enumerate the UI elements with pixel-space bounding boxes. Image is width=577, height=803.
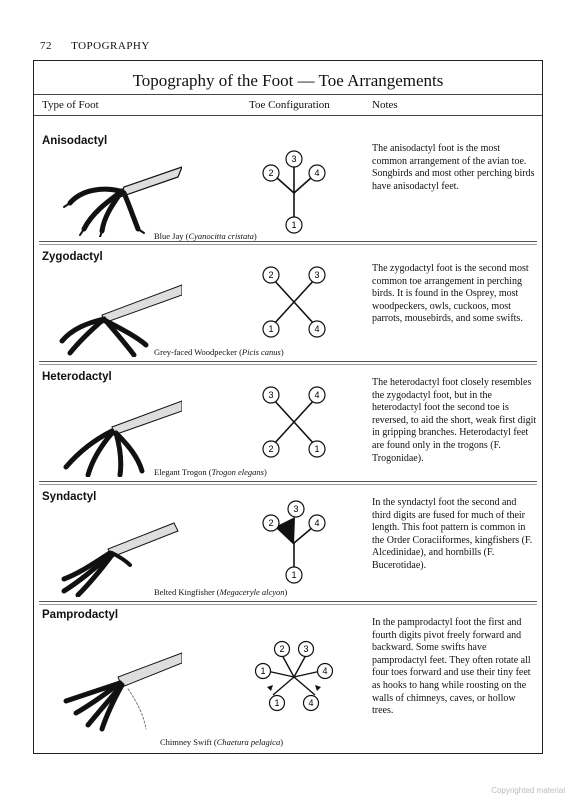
caption-latin-name: Cyanocitta cristata bbox=[188, 231, 254, 241]
foot-row-syndactyl bbox=[34, 483, 542, 599]
column-header-notes: Notes bbox=[372, 99, 398, 111]
toe-label-1: 1 bbox=[291, 220, 297, 230]
toe-label-2: 2 bbox=[268, 518, 274, 528]
foot-notes: The heterodactyl foot closely resembles the zygodactyl foot, but in the heterodactyl foot the second toe is reversed, to aid the short, weak first digit in gripping branches. Heterodactyl feet are found only in the trogons (F. Trogonidae). bbox=[372, 377, 537, 464]
caption-common-name: Belted Kingfisher bbox=[154, 587, 215, 597]
toe-label-3: 3 bbox=[314, 270, 320, 280]
foot-type-name: Zygodactyl bbox=[42, 251, 103, 263]
row-divider bbox=[39, 241, 537, 242]
foot-row-pamprodactyl bbox=[34, 603, 542, 753]
foot-row-anisodactyl bbox=[34, 123, 542, 241]
toe-label-3: 3 bbox=[293, 504, 299, 514]
foot-type-name: Pamprodactyl bbox=[42, 609, 119, 621]
toe-label-3: 3 bbox=[303, 644, 309, 654]
toe-label-2: 2 bbox=[279, 644, 285, 654]
species-caption: Chimney Swift (Chaetura pelagica) bbox=[160, 737, 284, 747]
foot-type-name: Heterodactyl bbox=[42, 371, 112, 383]
toe-label-4: 4 bbox=[314, 324, 320, 334]
foot-illustration bbox=[42, 147, 182, 237]
row-divider bbox=[39, 481, 537, 482]
species-caption: Elegant Trogon (Trogon elegans) bbox=[154, 467, 267, 477]
running-head bbox=[40, 40, 150, 52]
foot-notes: The anisodactyl foot is the most common arrangement of the avian toe. Songbirds and most other perching birds have anisodactyl feet. bbox=[372, 143, 535, 192]
toe-arrangement-table bbox=[33, 60, 543, 754]
toe-label-4: 4 bbox=[314, 518, 320, 528]
toe-label-3: 3 bbox=[291, 154, 297, 164]
toe-label-1: 1 bbox=[314, 444, 320, 454]
species-caption: Grey-faced Woodpecker (Picis canus) bbox=[154, 347, 284, 357]
foot-illustration bbox=[42, 267, 182, 357]
caption-latin-name: Megaceryle alcyon bbox=[219, 587, 285, 597]
caption-latin-name: Trogon elegans bbox=[211, 467, 264, 477]
page-number: 72 bbox=[40, 40, 52, 52]
toe-label-3: 3 bbox=[268, 390, 274, 400]
toe-label-1-rotated: 1 bbox=[274, 698, 280, 708]
toe-label-4-rotated: 4 bbox=[308, 698, 314, 708]
foot-illustration bbox=[42, 633, 182, 733]
section-title: TOPOGRAPHY bbox=[71, 40, 150, 52]
caption-common-name: Chimney Swift bbox=[160, 737, 212, 747]
caption-common-name: Blue Jay bbox=[154, 231, 184, 241]
caption-common-name: Grey-faced Woodpecker bbox=[154, 347, 237, 357]
toe-configuration-diagram bbox=[249, 625, 339, 725]
foot-notes: In the pamprodactyl foot the first and fourth digits pivot freely forward and backward. Some swifts have pamprodactyl feet. They often rotate all four toes forward and use their tiny feet as hooks to hang while roosting on the walls of chimneys, caves, or hollow trees. bbox=[372, 617, 531, 717]
toe-configuration-diagram bbox=[249, 371, 339, 471]
column-header-type: Type of Foot bbox=[42, 99, 99, 111]
foot-row-zygodactyl bbox=[34, 243, 542, 359]
caption-latin-name: Picis canus bbox=[241, 347, 281, 357]
toe-label-4: 4 bbox=[314, 390, 320, 400]
row-divider bbox=[39, 361, 537, 362]
table-header bbox=[34, 94, 542, 116]
row-divider bbox=[39, 601, 537, 602]
species-caption: Belted Kingfisher (Megaceryle alcyon) bbox=[154, 587, 288, 597]
foot-illustration bbox=[42, 507, 182, 597]
foot-notes: In the syndactyl foot the second and third digits are fused for much of their length. This foot pattern is common in the Order Coraciiformes, kingfishers (F. Alcedinidae), and hornbills (F. Bucerotidae). bbox=[372, 497, 533, 571]
toe-label-2: 2 bbox=[268, 270, 274, 280]
toe-configuration-diagram bbox=[249, 139, 339, 239]
toe-label-2: 2 bbox=[268, 168, 274, 178]
column-header-config: Toe Configuration bbox=[249, 99, 330, 111]
caption-common-name: Elegant Trogon bbox=[154, 467, 207, 477]
foot-notes: The zygodactyl foot is the second most common toe arrangement in perching birds. It is found in the Osprey, most woodpeckers, owls, cuckoos, most parrots, mousebirds, and some swifts. bbox=[372, 263, 529, 325]
toe-label-4: 4 bbox=[314, 168, 320, 178]
foot-type-name: Syndactyl bbox=[42, 491, 97, 503]
foot-row-heterodactyl bbox=[34, 363, 542, 479]
toe-configuration-diagram bbox=[249, 489, 339, 589]
toe-configuration-diagram bbox=[249, 251, 339, 351]
toe-label-1: 1 bbox=[291, 570, 297, 580]
toe-label-2: 2 bbox=[268, 444, 274, 454]
foot-type-name: Anisodactyl bbox=[42, 135, 108, 147]
species-caption: Blue Jay (Cyanocitta cristata) bbox=[154, 231, 257, 241]
toe-label-1: 1 bbox=[260, 666, 266, 676]
toe-label-4: 4 bbox=[322, 666, 328, 676]
foot-illustration bbox=[42, 387, 182, 477]
watermark: Copyrighted material bbox=[491, 786, 565, 795]
table-title: Topography of the Foot — Toe Arrangements bbox=[132, 71, 444, 90]
toe-label-1: 1 bbox=[268, 324, 274, 334]
caption-latin-name: Chaetura pelagica bbox=[216, 737, 281, 747]
